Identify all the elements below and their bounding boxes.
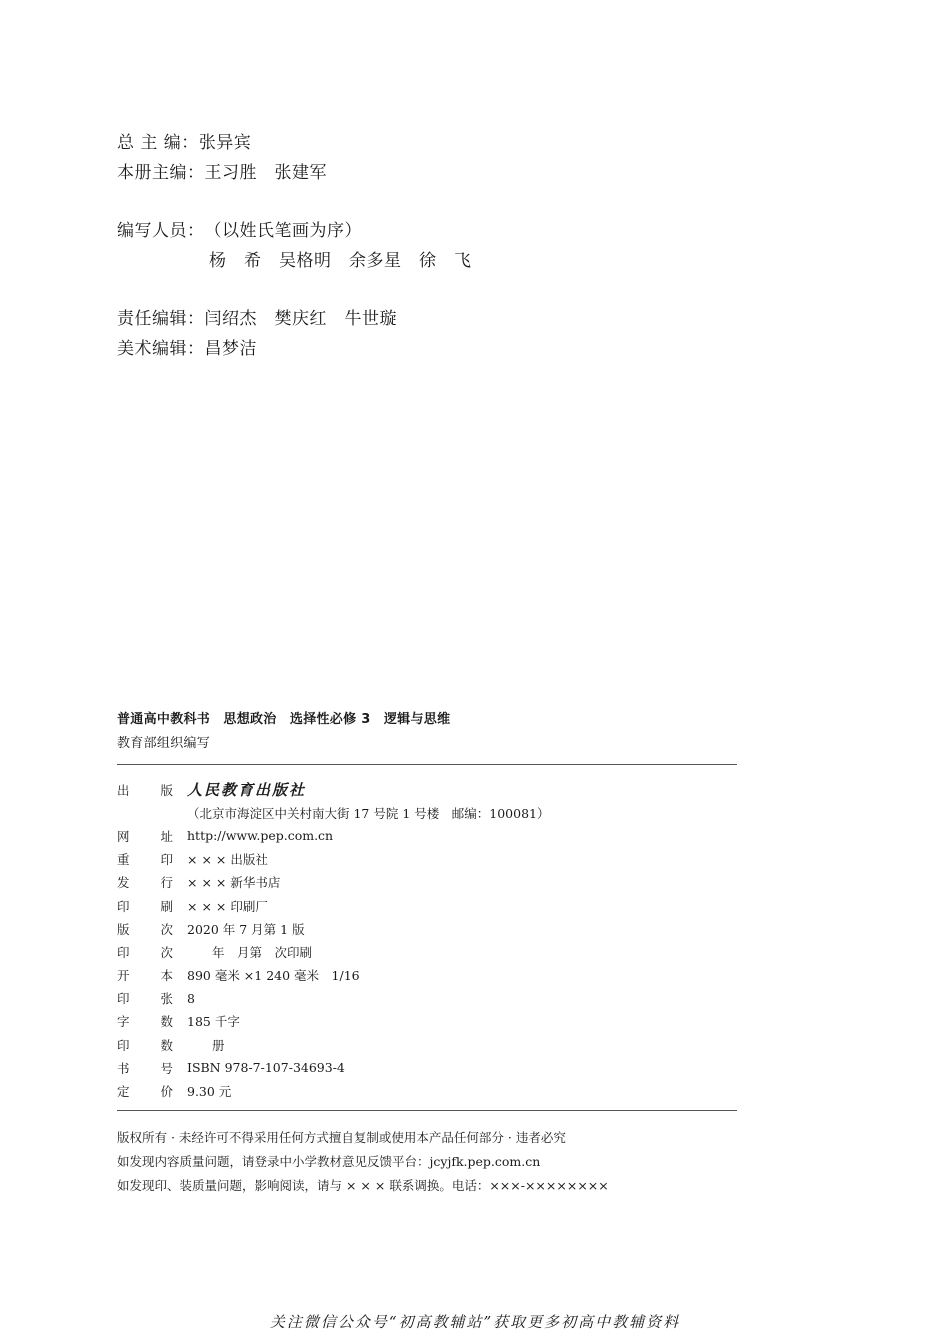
info-value: ISBN 978-7-107-34693-4 [187,1060,345,1076]
promo-watermark: 关注微信公众号“初高教辅站”获取更多初高中教辅资料 [269,1313,681,1331]
info-row [117,848,549,871]
info-value: × × × 印刷厂 [187,898,268,914]
info-value: 185 千字 [187,1014,240,1030]
info-label-char: 次 [160,944,173,960]
info-row [117,917,549,940]
publisher-row [117,778,549,801]
footer-notes [117,1126,609,1198]
info-label-char: 号 [160,1060,173,1076]
info-label-char: 刷 [160,898,173,914]
info-label-char: 印 [117,944,130,960]
info-value: 2020 年 7 月第 1 版 [187,921,305,937]
credits-block [117,128,472,364]
info-value: 年 月第 次印刷 [187,944,313,960]
chief-editor-label: 总 主 编： [117,133,199,153]
writers-row [117,216,472,246]
info-label-char: 印 [160,852,173,868]
art-editor-name: 昌梦洁 [204,339,257,359]
info-label-char: 书 [117,1060,130,1076]
writers-note: （以姓氏笔画为序） [204,221,362,241]
info-label-char: 数 [160,1037,173,1053]
chief-editor-row [117,128,472,158]
info-row [117,1079,549,1102]
volume-editor-label: 本册主编： [117,163,205,183]
info-label-char: 印 [117,991,130,1007]
art-editor-label: 美术编辑： [117,339,205,359]
info-row [117,940,549,963]
chief-editor-name: 张异宾 [198,133,252,153]
info-label-char: 本 [160,968,173,984]
volume-editor-names: 王习胜 张建军 [204,163,327,183]
info-label-char: 价 [160,1084,173,1100]
feedback-notice: 如发现内容质量问题，请登录中小学教材意见反馈平台：jcyjfk.pep.com.cn [117,1154,541,1169]
info-value: 8 [187,990,195,1006]
info-label-char: 重 [117,852,130,868]
book-organizer: 教育部组织编写 [117,736,211,751]
responsible-editor-label: 责任编辑： [117,309,205,329]
publisher-label-1: 出 [117,782,130,798]
info-label-char: 开 [117,968,130,984]
publisher-label-2: 版 [160,782,173,798]
info-row [117,964,549,987]
info-value: × × × 出版社 [187,852,268,868]
info-label-char: 行 [160,875,173,891]
info-label-char: 印 [117,898,130,914]
publication-info [117,778,549,1103]
responsible-editor-row [117,304,472,334]
print-quality-notice: 如发现印、装质量问题，影响阅读，请与 × × × 联系调换。电话：×××-×××××××× [117,1178,609,1193]
info-label-char: 址 [160,828,173,844]
responsible-editor-names: 闫绍杰 樊庆红 牛世璇 [204,309,397,329]
info-row [117,824,549,847]
info-label-char: 张 [160,991,173,1007]
volume-editor-row [117,158,472,188]
divider-bottom [117,1110,737,1111]
info-label-char: 次 [160,921,173,937]
publisher-address: （北京市海淀区中关村南大街 17 号院 1 号楼 邮编：100081） [187,805,550,821]
info-value: × × × 新华书店 [187,875,281,891]
info-value: http://www.pep.com.cn [187,828,334,844]
info-label-char: 定 [117,1084,130,1100]
divider-top [117,764,737,765]
publisher-logo: 人民教育出版社 [187,781,307,800]
info-label-char: 印 [117,1037,130,1053]
info-label-char: 数 [160,1014,173,1030]
info-row [117,987,549,1010]
info-row [117,1056,549,1079]
copyright-notice: 版权所有 · 未经许可不得采用任何方式擅自复制或使用本产品任何部分 · 违者必究 [117,1130,566,1145]
info-label-char: 网 [117,828,130,844]
info-label-char: 字 [117,1014,130,1030]
info-label-char: 版 [117,921,130,937]
art-editor-row [117,334,472,364]
writers-label: 编写人员： [117,221,205,241]
info-value: 册 [187,1037,225,1053]
info-row [117,1033,549,1056]
info-value: 9.30 元 [187,1084,232,1100]
info-label-char: 发 [117,875,130,891]
info-row [117,1010,549,1033]
info-row [117,871,549,894]
writers-names: 杨 希 吴格明 余多星 徐 飞 [209,251,472,271]
book-title: 普通高中教科书 思想政治 选择性必修 3 逻辑与思维 [117,712,451,727]
info-row [117,894,549,917]
info-value: 890 毫米 ×1 240 毫米 1/16 [187,968,360,984]
